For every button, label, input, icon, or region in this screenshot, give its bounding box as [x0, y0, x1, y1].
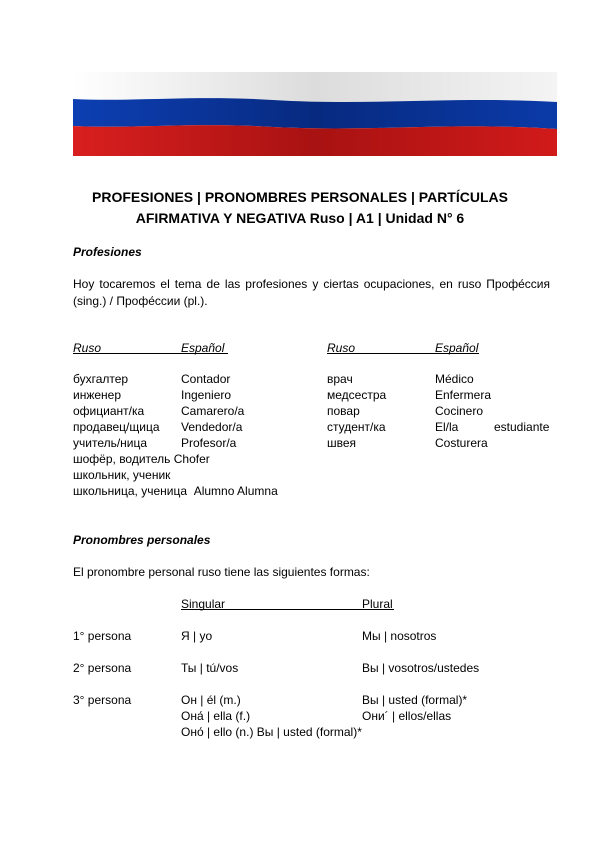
- pronoun-plural: Вы | usted (formal)*: [362, 693, 468, 707]
- vocab-es: Cocinero: [435, 404, 484, 418]
- col-header-espanol-2: Español: [435, 341, 479, 355]
- vocab-col-es-left: [181, 371, 244, 451]
- vocab-ru: учитель/ница: [73, 436, 148, 450]
- person-label: 3° persona: [73, 693, 132, 707]
- pronoun-plural: Вы | vosotros/ustedes: [362, 661, 480, 675]
- person-label: 2° persona: [73, 661, 132, 675]
- header-underline-left: [73, 353, 228, 354]
- pronombres-intro: El pronombre personal ruso tiene las siguientes formas:: [73, 565, 370, 579]
- vocab-extra-line: шофёр, водитель Chofer: [73, 452, 210, 466]
- vocab-ru: студент/ка: [327, 420, 386, 434]
- person-label: 1° persona: [73, 629, 132, 643]
- section-heading-profesiones: Profesiones: [73, 245, 142, 259]
- vocab-ru: повар: [327, 404, 360, 418]
- vocab-col-ru-right: [327, 371, 386, 451]
- vocab-ru: врач: [327, 372, 353, 386]
- vocab-col-ru-left: [73, 371, 160, 451]
- profesiones-intro: Hoy tocaremos el tema de las profesiones y ciertas ocupaciones, en ruso Профе́ссия (sing.) / Профе́ссии (pl.).: [73, 277, 550, 308]
- vocab-es: Costurera: [435, 436, 488, 450]
- pronoun-singular-group: [181, 692, 362, 740]
- header-underline-right: [327, 353, 479, 354]
- vocab-ru: бухгалтер: [73, 372, 129, 386]
- vocab-es: Ingeniero: [181, 388, 232, 402]
- vocab-es-extra: estudiante: [494, 420, 550, 434]
- pronoun-singular: Она́ | ella (f.): [181, 709, 251, 723]
- vocab-es: Camarero/a: [181, 404, 245, 418]
- document-title: [60, 187, 540, 229]
- vocab-ru: продавец/щица: [73, 420, 160, 434]
- vocab-es: El/la: [435, 420, 459, 434]
- vocab-es: Médico: [435, 372, 474, 386]
- vocab-es: Vendedor/a: [181, 420, 243, 434]
- vocab-ru: швея: [327, 436, 357, 450]
- pronoun-plural: Мы | nosotros: [362, 629, 437, 643]
- pronoun-singular: Ты | tú/vos: [181, 661, 239, 675]
- col-header-singular: Singular: [181, 597, 226, 611]
- title-line-1: PROFESIONES | PRONOMBRES PERSONALES | PARTÍCULAS: [92, 189, 508, 205]
- pronoun-singular: Я | yo: [181, 629, 213, 643]
- vocab-es: Enfermera: [435, 388, 492, 402]
- vocab-es: Profesor/a: [181, 436, 237, 450]
- vocab-ru: медсестра: [327, 388, 387, 402]
- pronoun-singular: Он | él (m.): [181, 693, 241, 707]
- col-header-ruso-1: Ruso: [73, 341, 102, 355]
- vocab-extra-line: школьница, ученица Alumno Alumna: [73, 484, 278, 498]
- vocab-col-es-right: [435, 371, 491, 451]
- col-header-ruso-2: Ruso: [327, 341, 356, 355]
- title-line-2: AFIRMATIVA Y NEGATIVA Ruso | A1 | Unidad N° 6: [135, 210, 465, 226]
- header-underline-pronouns: [181, 609, 394, 610]
- vocab-extra-lines: [73, 451, 278, 499]
- col-header-espanol-1: Español: [181, 341, 225, 355]
- vocab-ru: официант/ка: [73, 404, 145, 418]
- pronoun-plural-group: [362, 692, 467, 724]
- pronoun-plural: Они´ | ellos/ellas: [362, 709, 452, 723]
- russian-flag-banner: [73, 72, 557, 156]
- pronoun-singular: Оно́ | ello (n.) Вы | usted (formal)*: [181, 725, 362, 739]
- section-heading-pronombres: Pronombres personales: [73, 533, 211, 547]
- vocab-extra-line: школьник, ученик: [73, 468, 171, 482]
- vocab-es: Contador: [181, 372, 231, 386]
- vocab-ru: инженер: [73, 388, 122, 402]
- col-header-plural: Plural: [362, 597, 393, 611]
